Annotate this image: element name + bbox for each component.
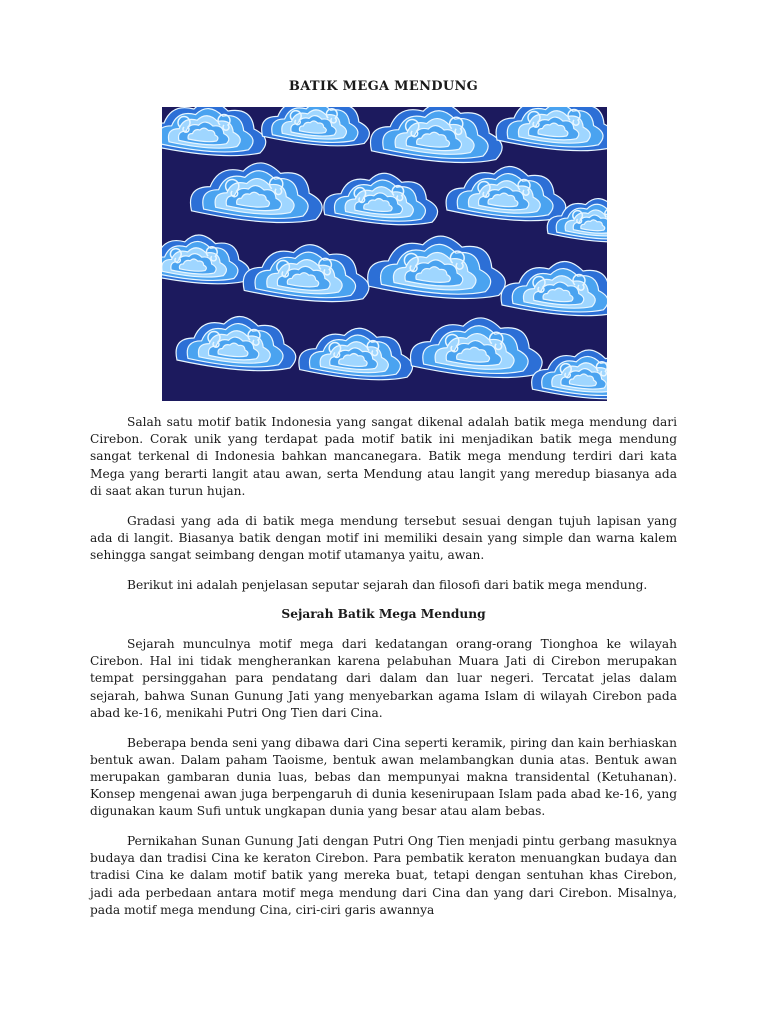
intro-paragraph-1: Salah satu motif batik Indonesia yang sangat dikenal adalah batik mega mendung dari Cirebon. Corak unik yang terdapat pada motif batik ini menjadikan batik mega mendung sangat terkenal di Indonesia bahkan mancanegara. Batik mega mendung terdiri dari kata Mega yang berarti langit atau awan, serta Mendung atau langit yang meredup biasanya ada di saat akan turun hujan. bbox=[90, 415, 677, 498]
batik-pattern-illustration bbox=[162, 107, 607, 401]
batik-mega-mendung-image bbox=[162, 107, 607, 401]
document-title: BATIK MEGA MENDUNG bbox=[288, 79, 479, 94]
document-body bbox=[90, 414, 677, 932]
section-heading-sejarah: Sejarah Batik Mega Mendung bbox=[281, 607, 486, 622]
history-paragraph-2: Beberapa benda seni yang dibawa dari Cina seperti keramik, piring dan kain berhiaskan bentuk awan. Dalam paham Taoisme, bentuk awan melambangkan dunia atas. Bentuk awan merupakan gambaran dunia luas, bebas dan mempunyai makna transidental (Ketuhanan). Konsep mengenai awan juga berpengaruh di dunia kesenirupaan Islam pada abad ke-16, yang digunakan kaum Sufi untuk ungkapan dunia yang besar atau alam bebas. bbox=[90, 735, 677, 819]
history-paragraph-3: Pernikahan Sunan Gunung Jati dengan Putri Ong Tien menjadi pintu gerbang masuknya budaya dan tradisi Cina ke keraton Cirebon. Para pembatik keraton menuangkan budaya dan tradisi Cina ke dalam motif batik yang mereka buat, tetapi dengan sentuhan khas Cirebon, jadi ada perbedaan antara motif mega mendung dari Cina dan yang dari Cirebon. Misalnya, pada motif mega mendung Cina, ciri-ciri garis awannya bbox=[90, 834, 677, 917]
history-paragraph-1: Sejarah munculnya motif mega dari kedatangan orang-orang Tionghoa ke wilayah Cirebon. Hal ini tidak mengherankan karena pelabuhan Muara Jati di Cirebon merupakan tempat persinggahan para pendatang dari dalam dan luar negeri. Tercatat jelas dalam sejarah, bahwa Sunan Gunung Jati yang menyebarkan agama Islam di wilayah Cirebon pada abad ke-16, menikahi Putri Ong Tien dari Cina. bbox=[90, 637, 677, 720]
intro-paragraph-2: Gradasi yang ada di batik mega mendung tersebut sesuai dengan tujuh lapisan yang ada di langit. Biasanya batik dengan motif ini memiliki desain yang simple dan warna kalem sehingga sangat seimbang dengan motif utamanya yaitu, awan. bbox=[90, 513, 677, 562]
intro-paragraph-3: Berikut ini adalah penjelasan seputar sejarah dan filosofi dari batik mega mendung. bbox=[127, 577, 648, 592]
